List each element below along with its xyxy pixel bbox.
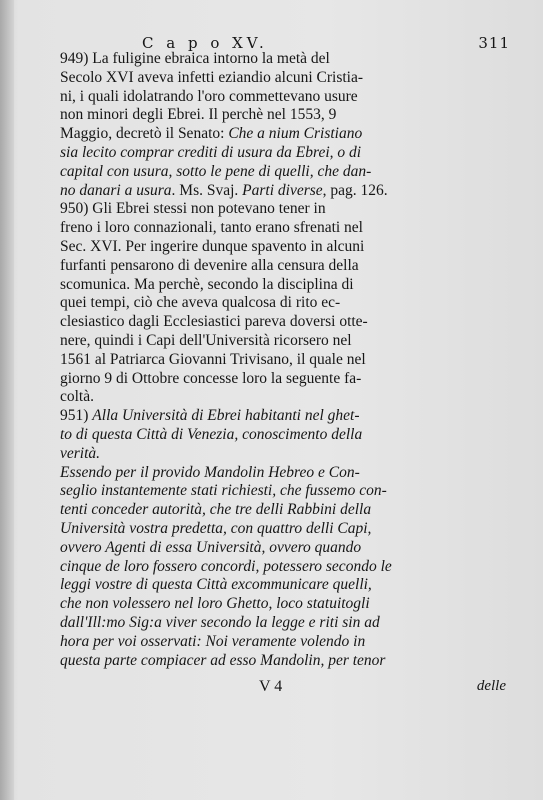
text-line: capital con usura, sotto le pene di quelli, che dan- [60,162,372,180]
text-line: Sec. XVI. Per ingerire dunque spavento in alcuni [60,237,365,255]
quote-line: questa parte compiacer ad esso Mandolin, per tenor [60,651,386,669]
text-line [60,182,506,201]
quote-line: ovvero Agenti di essa Università, ovvero quando [60,538,362,556]
italic-span: Parti diverse [242,181,323,199]
text-line: 949) La fuligine ebraica intorno la metà del [60,50,330,67]
text-line: non minori degli Ebrei. Il perchè nel 1553, 9 [60,106,337,124]
text-line: nere, quindi i Capi dell'Università ricorsero nel [60,331,352,349]
catchword: delle [476,678,506,694]
text-line [60,125,506,144]
text-span: , pag. 126. [322,181,388,199]
signature-mark: V 4 [259,678,283,695]
quote-line: che non volessero nel loro Ghetto, loco statuitogli [60,595,370,613]
text-span: 951) [60,407,93,425]
text-line: coltà. [60,388,94,406]
quote-line: cinque de loro fossero concordi, potessero secondo le [60,557,392,575]
quote-line: seglio instantemente stati richiesti, che fussemo con- [60,482,387,500]
text-line: scomunica. Ma perchè, secondo la disciplina di [60,275,354,293]
text-line: 950) Gli Ebrei stessi non potevano tener in [60,200,326,218]
body-text [60,50,506,670]
quote-line: Essendo per il provido Mandolin Hebreo e Con- [60,463,360,481]
italic-span: Alla Università di Ebrei habitanti nel ghet- [92,407,360,425]
italic-span: Che a nium Cristiano [228,125,363,143]
quote-line: leggi vostre di questa Città excommunicare quelli, [60,576,372,594]
text-line: clesiastico dagli Ecclesiastici pareva doversi otte- [60,313,368,331]
text-line [60,407,506,426]
italic-span: no danari a usura [60,181,172,199]
text-line: Secolo XVI aveva infetti eziandio alcuni Cristia- [60,68,364,86]
text-line: furfanti pensarono di devenire alla censura della [60,256,359,274]
quote-line: dall'Ill:mo Sig:a viver secondo la legge e riti sin ad [60,613,380,631]
text-line: sia lecito comprar crediti di usura da Ebrei, o di [60,143,362,161]
quote-line: tenti conceder autorità, che tre delli Rabbini della [60,501,372,519]
quote-line: hora per voi osservati: Noi veramente volendo in [60,632,366,650]
page-number: 311 [478,34,510,52]
text-line: quei tempi, ciò che aveva qualcosa di rito ec- [60,294,341,312]
page-footer [60,678,506,698]
text-line: 1561 al Patriarca Giovanni Trivisano, il quale nel [60,350,366,368]
text-span: . Ms. Svaj. [171,181,243,199]
quote-line: Università vostra predetta, con quattro delli Capi, [60,519,372,537]
chapter-heading: C a p o XV. [142,34,268,52]
text-line: verità. [60,444,101,462]
text-line: giorno 9 di Ottobre concesse loro la seguente fa- [60,369,362,387]
text-line: ni, i quali idolatrando l'oro commettevano usure [60,87,358,105]
page-gutter [0,0,14,800]
text-line: to di questa Città di Venezia, conoscimento della [60,425,363,443]
text-line: freno i loro connazionali, tanto erano sfrenati nel [60,219,363,237]
text-span: Maggio, decretò il Senato: [60,125,229,143]
